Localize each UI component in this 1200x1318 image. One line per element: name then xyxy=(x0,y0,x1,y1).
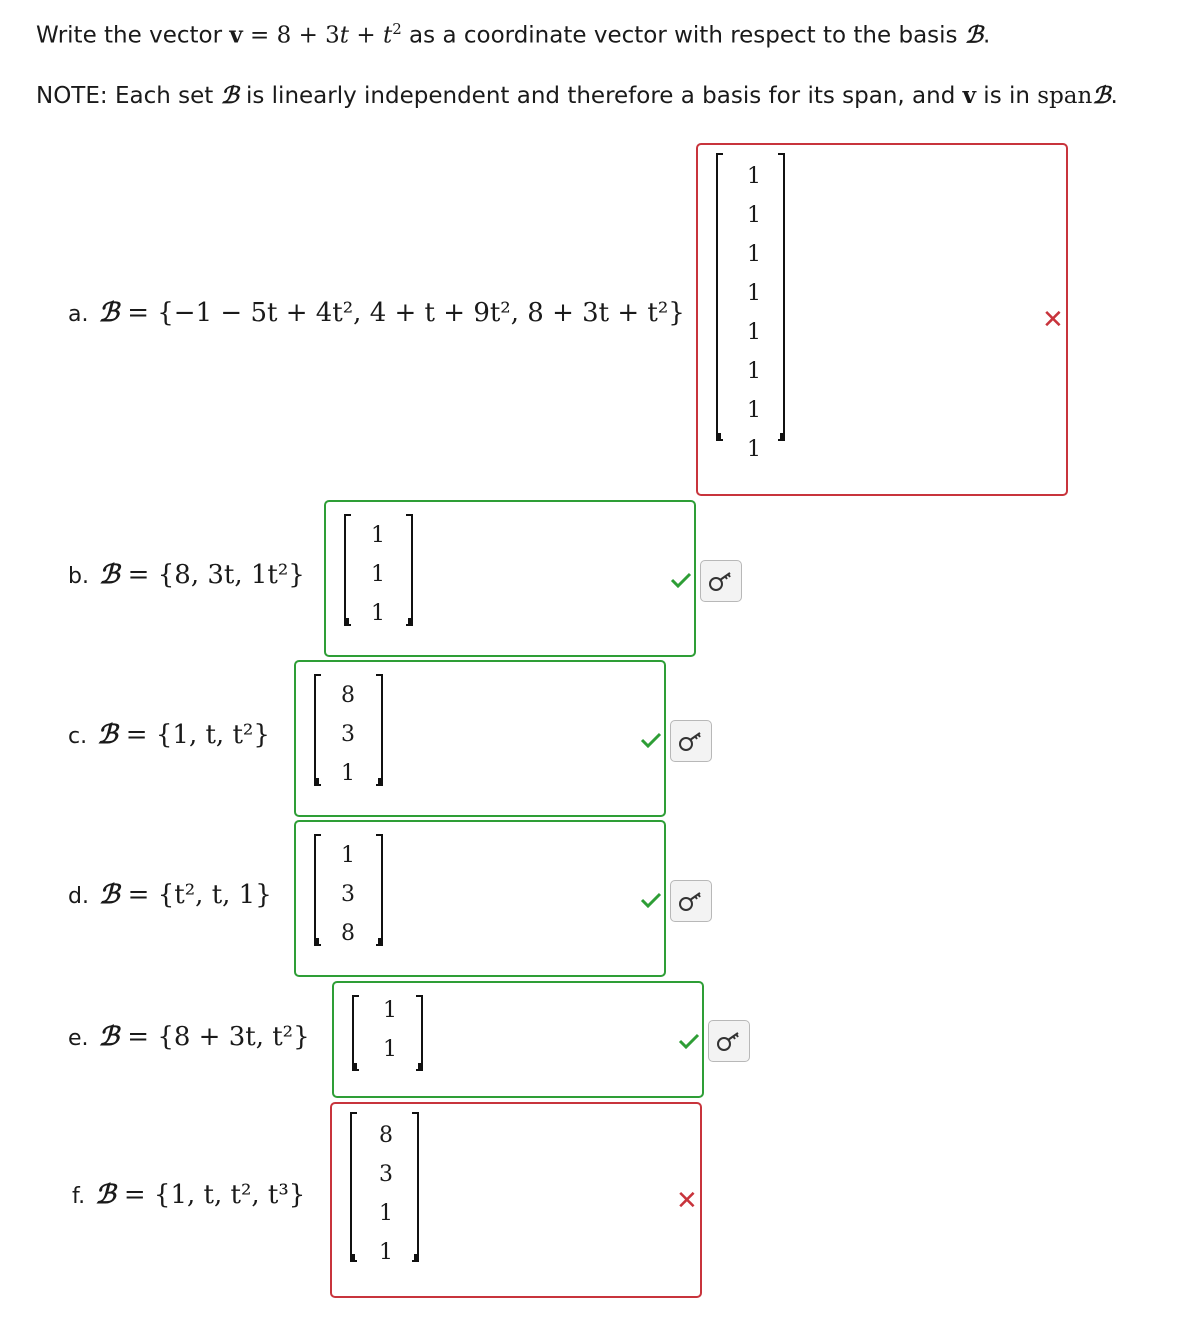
key-icon[interactable] xyxy=(670,880,712,922)
part-d-label: d. ℬ = {t², t, 1} xyxy=(68,880,272,910)
entry[interactable]: 3 xyxy=(341,882,355,907)
entry[interactable]: 1 xyxy=(371,601,385,626)
part-b-label: b. ℬ = {8, 3t, 1t²} xyxy=(68,560,305,590)
entry[interactable]: 8 xyxy=(379,1123,393,1148)
entry[interactable]: 1 xyxy=(379,1201,393,1226)
check-icon xyxy=(678,1033,700,1049)
part-e-label: e. ℬ = {8 + 3t, t²} xyxy=(68,1022,310,1052)
vector-entries-a[interactable] xyxy=(740,157,768,469)
answer-box-f[interactable] xyxy=(330,1102,702,1298)
entry[interactable]: 1 xyxy=(747,398,761,423)
part-c-label: c. ℬ = {1, t, t²} xyxy=(68,720,270,750)
left-bracket xyxy=(344,514,351,626)
left-bracket xyxy=(314,834,321,946)
key-icon[interactable] xyxy=(670,720,712,762)
entry[interactable]: 3 xyxy=(341,722,355,747)
vector-entries-f[interactable] xyxy=(372,1116,400,1272)
entry[interactable]: 1 xyxy=(747,203,761,228)
right-bracket xyxy=(412,1112,419,1262)
right-bracket xyxy=(416,995,423,1071)
entry[interactable]: 1 xyxy=(371,562,385,587)
part-f-label: f. ℬ = {1, t, t², t³} xyxy=(72,1180,306,1210)
entry[interactable]: 1 xyxy=(747,281,761,306)
check-icon xyxy=(640,732,662,748)
answer-box-c[interactable] xyxy=(294,660,666,817)
entry[interactable]: 1 xyxy=(341,843,355,868)
answer-box-e[interactable] xyxy=(332,981,704,1098)
question-note: NOTE: Each set ℬ is linearly independent and therefore a basis for its span, and v is in spanℬ. xyxy=(36,82,1118,109)
entry[interactable]: 1 xyxy=(747,164,761,189)
right-bracket xyxy=(376,834,383,946)
entry[interactable]: 1 xyxy=(747,320,761,345)
question-prompt: Write the vector $v = 8 + 3t + t^2$ as a coordinate vector with respect to the basis ℬ. xyxy=(36,20,991,49)
entry[interactable]: 3 xyxy=(379,1162,393,1187)
answer-box-a[interactable] xyxy=(696,143,1068,496)
key-icon[interactable] xyxy=(708,1020,750,1062)
entry[interactable]: 1 xyxy=(747,359,761,384)
right-bracket xyxy=(406,514,413,626)
entry[interactable]: 8 xyxy=(341,921,355,946)
left-bracket xyxy=(314,674,321,786)
part-a-label: a. ℬ = {−1 − 5t + 4t², 4 + t + 9t², 8 + 3t + t²} xyxy=(68,298,685,328)
answer-box-b[interactable] xyxy=(324,500,696,657)
check-icon xyxy=(670,572,692,588)
right-bracket xyxy=(778,153,785,441)
entry[interactable]: 1 xyxy=(747,242,761,267)
vector-entries-e[interactable] xyxy=(376,991,404,1069)
vector-entries-c[interactable] xyxy=(334,676,362,793)
vector-entries-b[interactable] xyxy=(364,516,392,633)
key-icon[interactable] xyxy=(700,560,742,602)
x-icon: ✕ xyxy=(676,1186,698,1216)
x-icon: ✕ xyxy=(1042,305,1064,335)
entry[interactable]: 1 xyxy=(341,761,355,786)
answer-box-d[interactable] xyxy=(294,820,666,977)
entry[interactable]: 8 xyxy=(341,683,355,708)
entry[interactable]: 1 xyxy=(383,998,397,1023)
vector-entries-d[interactable] xyxy=(334,836,362,953)
entry[interactable]: 1 xyxy=(371,523,385,548)
right-bracket xyxy=(376,674,383,786)
left-bracket xyxy=(350,1112,357,1262)
check-icon xyxy=(640,892,662,908)
entry[interactable]: 1 xyxy=(747,437,761,462)
entry[interactable]: 1 xyxy=(383,1037,397,1062)
left-bracket xyxy=(352,995,359,1071)
left-bracket xyxy=(716,153,723,441)
entry[interactable]: 1 xyxy=(379,1240,393,1265)
